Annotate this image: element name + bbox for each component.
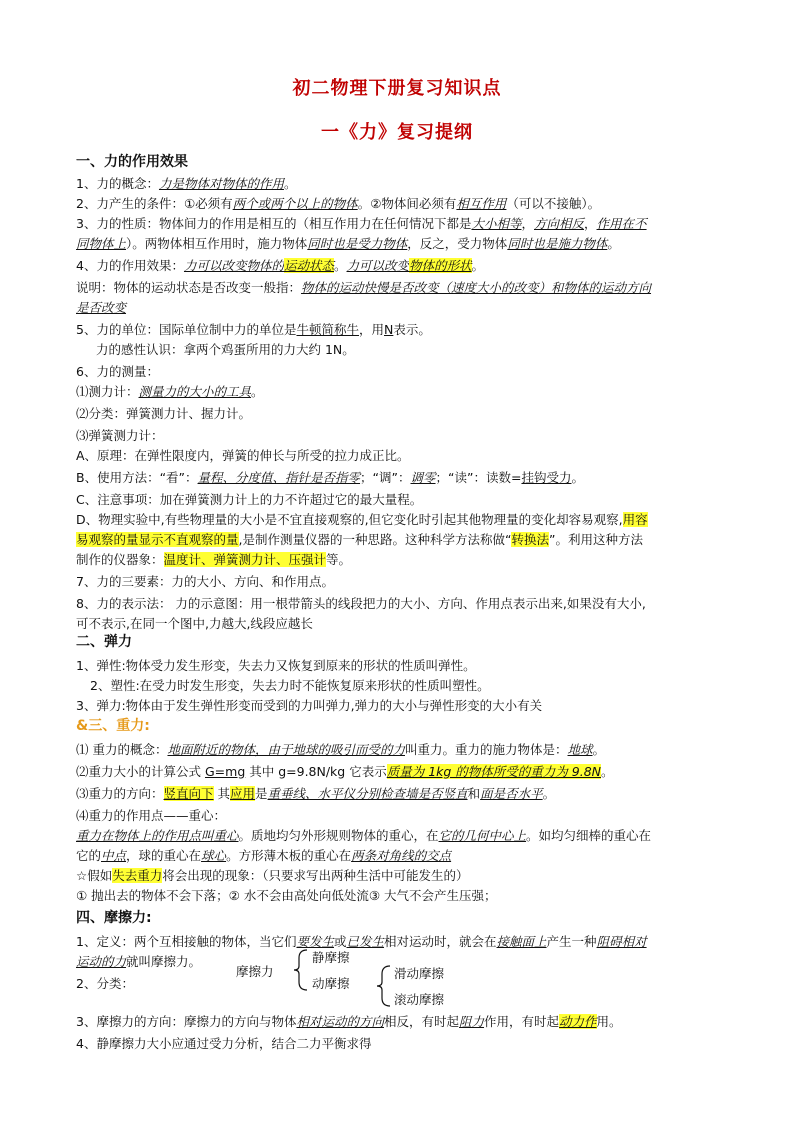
line-no-gravity-examples: ① 抛出去的物体不会下落；② 水不会由高处向低处流③ 大气不会产生压强；	[76, 888, 497, 903]
tree-sliding-friction: 滑动摩擦	[394, 966, 445, 981]
line-dynamometer: ⑴测力计：测量力的大小的工具。	[76, 384, 264, 399]
line-force-conditions: 2、力产生的条件：①必须有两个或两个以上的物体。②物体间必须有相互作用（可以不接触）。	[76, 196, 601, 211]
line-explanation-cont: 是否改变	[76, 300, 127, 315]
tree-root-friction: 摩擦力	[236, 964, 274, 979]
line-force-effects: 4、力的作用效果：力可以改变物体的运动状态。力可以改变物体的形状。	[76, 258, 485, 273]
line-friction-direction: 3、摩擦力的方向：摩擦力的方向与物体相对运动的方向相反，有时起阻力作用，有时起动力作用。	[76, 1014, 622, 1029]
line-explanation: 说明：物体的运动状态是否改变一般指：物体的运动快慢是否改变（速度大小的改变）和物体的运动方向	[76, 280, 652, 295]
brace-icon	[376, 964, 392, 1008]
line-experiment: D、物理实验中,有些物理量的大小是不宜直接观察的,但它变化时引起其他物理量的变化却容易观察,用容	[76, 512, 648, 527]
section-heading-1: 一、力的作用效果	[76, 154, 188, 170]
line-gravity-formula: ⑵重力大小的计算公式 G=mg 其中 g=9.8N/kg 它表示质量为 1kg 的物体所受的重力为 9.8N。	[76, 764, 614, 779]
line-plasticity: 2、塑性:在受力时发生形变，失去力时不能恢复原来形状的性质叫塑性。	[90, 678, 490, 693]
line-friction-classify: 2、分类：	[76, 976, 134, 991]
line-usage: B、使用方法：“看”：量程、分度值、指针是否指零；“调”：调零；“读”：读数=挂钩受力。	[76, 470, 584, 485]
line-gravity-concept: ⑴ 重力的概念：地面附近的物体，由于地球的吸引而受的力叫重力。重力的施力物体是：地球。	[76, 742, 606, 757]
line-force-concept: 1、力的概念：力是物体对物体的作用。	[76, 176, 297, 191]
line-experiment-cont: 易观察的量显示不直观察的量,是制作测量仪器的一种思路。这种科学方法称做“转换法”。利用这种方法	[76, 532, 643, 547]
line-force-unit: 5、力的单位：国际单位制中力的单位是牛顿简称牛，用N表示。	[76, 322, 431, 337]
line-gravity-direction: ⑶重力的方向：竖直向下 其应用是重垂线、水平仪分别检查墙是否竖直和面是否水平。	[76, 786, 556, 801]
line-classification: ⑵分类：弹簧测力计、握力计。	[76, 406, 252, 421]
line-three-elements: 7、力的三要素：力的大小、方向、和作用点。	[76, 574, 334, 589]
line-notes: C、注意事项：加在弹簧测力计上的力不许超过它的最大量程。	[76, 492, 423, 507]
line-force-nature-cont: 同物体上）。两物体相互作用时，施力物体同时也是受力物体，反之，受力物体同时也是施力物体。	[76, 236, 620, 251]
line-static-friction-size: 4、静摩擦力大小应通过受力分析，结合二力平衡求得	[76, 1036, 372, 1051]
tree-static-friction: 静摩擦	[312, 950, 350, 965]
section-heading-3: &三、重力:	[76, 718, 150, 734]
line-principle: A、原理：在弹性限度内，弹簧的伸长与所受的拉力成正比。	[76, 448, 410, 463]
line-force-sense: 力的感性认识：拿两个鸡蛋所用的力大约 1N。	[96, 342, 355, 357]
tree-dynamic-friction: 动摩擦	[312, 976, 350, 991]
line-instruments: 制作的仪器象：温度计、弹簧测力计、压强计等。	[76, 552, 352, 567]
line-force-measure: 6、力的测量：	[76, 364, 159, 379]
tree-rolling-friction: 滚动摩擦	[394, 992, 445, 1007]
line-elasticity: 1、弹性:物体受力发生形变，失去力又恢复到原来的形状的性质叫弹性。	[76, 658, 476, 673]
document-subtitle: 一《力》复习提纲	[321, 122, 473, 143]
line-center-def: 重力在物体上的作用点叫重心。质地均匀外形规则物体的重心，在它的几何中心上。如均匀细棒的重心在	[76, 828, 652, 843]
brace-icon	[293, 948, 309, 992]
line-friction-def-cont: 运动的力就叫摩擦力。	[76, 954, 202, 969]
line-friction-def: 1、定义：两个互相接触的物体，当它们要发生或已发生相对运动时，就会在接触面上产生一种阻碍相对	[76, 934, 647, 949]
line-representation: 8、力的表示法： 力的示意图：用一根带箭头的线段把力的大小、方向、作用点表示出来,如果没有大小,	[76, 596, 646, 611]
line-no-gravity: ☆假如失去重力将会出现的现象：（只要求写出两种生活中可能发生的）	[76, 868, 469, 883]
line-force-nature: 3、力的性质：物体间力的作用是相互的（相互作用力在任何情况下都是大小相等，方向相反，作用在不	[76, 216, 647, 231]
section-heading-2: 二、弹力	[76, 634, 132, 650]
line-representation-cont: 可不表示,在同一个图中,力越大,线段应越长	[76, 616, 313, 631]
line-center-examples: 它的中点，球的重心在球心。方形薄木板的重心在两条对角线的交点	[76, 848, 452, 863]
line-center-of-gravity: ⑷重力的作用点——重心：	[76, 808, 227, 823]
line-spring-scale: ⑶弹簧测力计：	[76, 428, 164, 443]
line-elastic-force: 3、弹力:物体由于发生弹性形变而受到的力叫弹力,弹力的大小与弹性形变的大小有关	[76, 698, 543, 713]
section-heading-4: 四、摩擦力:	[76, 910, 152, 926]
document-title: 初二物理下册复习知识点	[292, 78, 502, 99]
